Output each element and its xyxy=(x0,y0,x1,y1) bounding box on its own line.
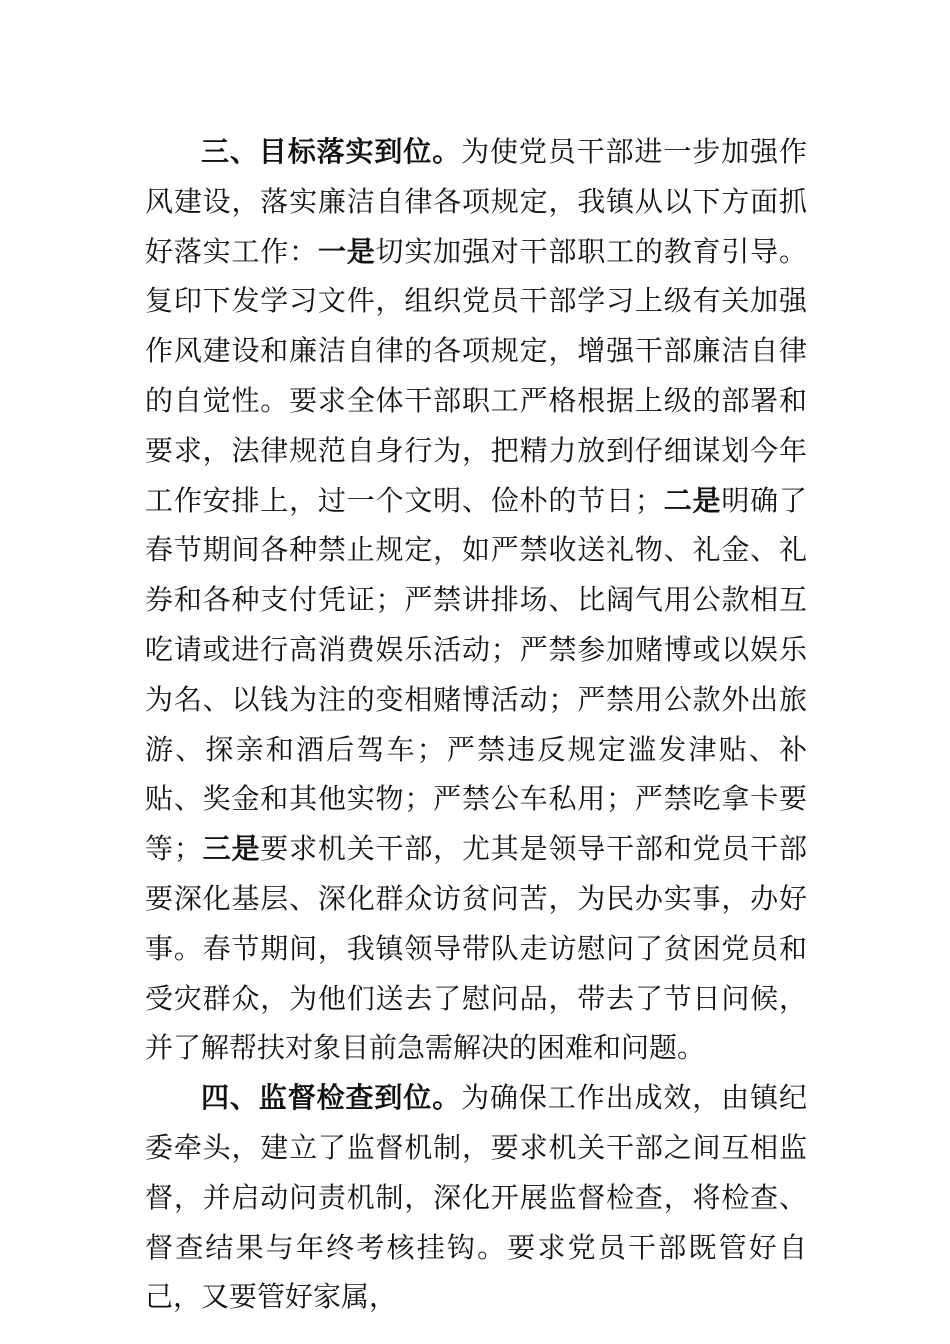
point-one-text: 切实加强对干部职工的教育引导。复印下发学习文件，组织党员干部学习上级有关加强作风建设和廉洁自律的各项规定，增强干部廉洁自律的自觉性。要求全体干部职工严格根据上级的部署和要求，法律规范自身行为，把精力放到仔细谋划今年工作安排上，过一个文明、俭朴的节日； xyxy=(145,234,807,517)
point-two-text: 明确了春节期间各种禁止规定，如严禁收送礼物、礼金、礼券和各种支付凭证；严禁讲排场、比阔气用公款相互吃请或进行高消费娱乐活动；严禁参加赌博或以娱乐为名、以钱为注的变相赌博活动；严禁用公款外出旅游、探亲和酒后驾车；严禁违反规定滥发津贴、补贴、奖金和其他实物；严禁公车私用；严禁吃拿卡要等； xyxy=(145,483,807,866)
point-two-label: 二是 xyxy=(662,483,722,517)
section-four-text: 为确保工作出成效，由镇纪委牵头，建立了监督机制，要求机关干部之间互相监督，并启动问责机制，深化开展监督检查，将检查、督查结果与年终考核挂钩。要求党员干部既管好自己，又要管好家属， xyxy=(145,1081,807,1314)
paragraph-section-three xyxy=(145,127,807,1073)
point-three-text: 要求机关干部，尤其是领导干部和党员干部要深化基层、深化群众访贫问苦，为民办实事，办好事。春节期间，我镇领导带队走访慰问了贫困党员和受灾群众，为他们送去了慰问品，带去了节日问候，并了解帮扶对象目前急需解决的困难和问题。 xyxy=(145,832,807,1065)
paragraph-section-four xyxy=(145,1073,807,1322)
section-three-heading: 三、目标落实到位。 xyxy=(201,135,462,168)
document-page xyxy=(145,127,807,1322)
point-three-label: 三是 xyxy=(201,832,261,866)
section-four-heading: 四、监督检查到位。 xyxy=(201,1081,462,1115)
point-one-label: 一是 xyxy=(317,234,376,268)
section-three-intro: 为使党员干部进一步加强作风建设，落实廉洁自律各项规定，我镇从以下方面抓好落实工作： xyxy=(145,135,807,268)
